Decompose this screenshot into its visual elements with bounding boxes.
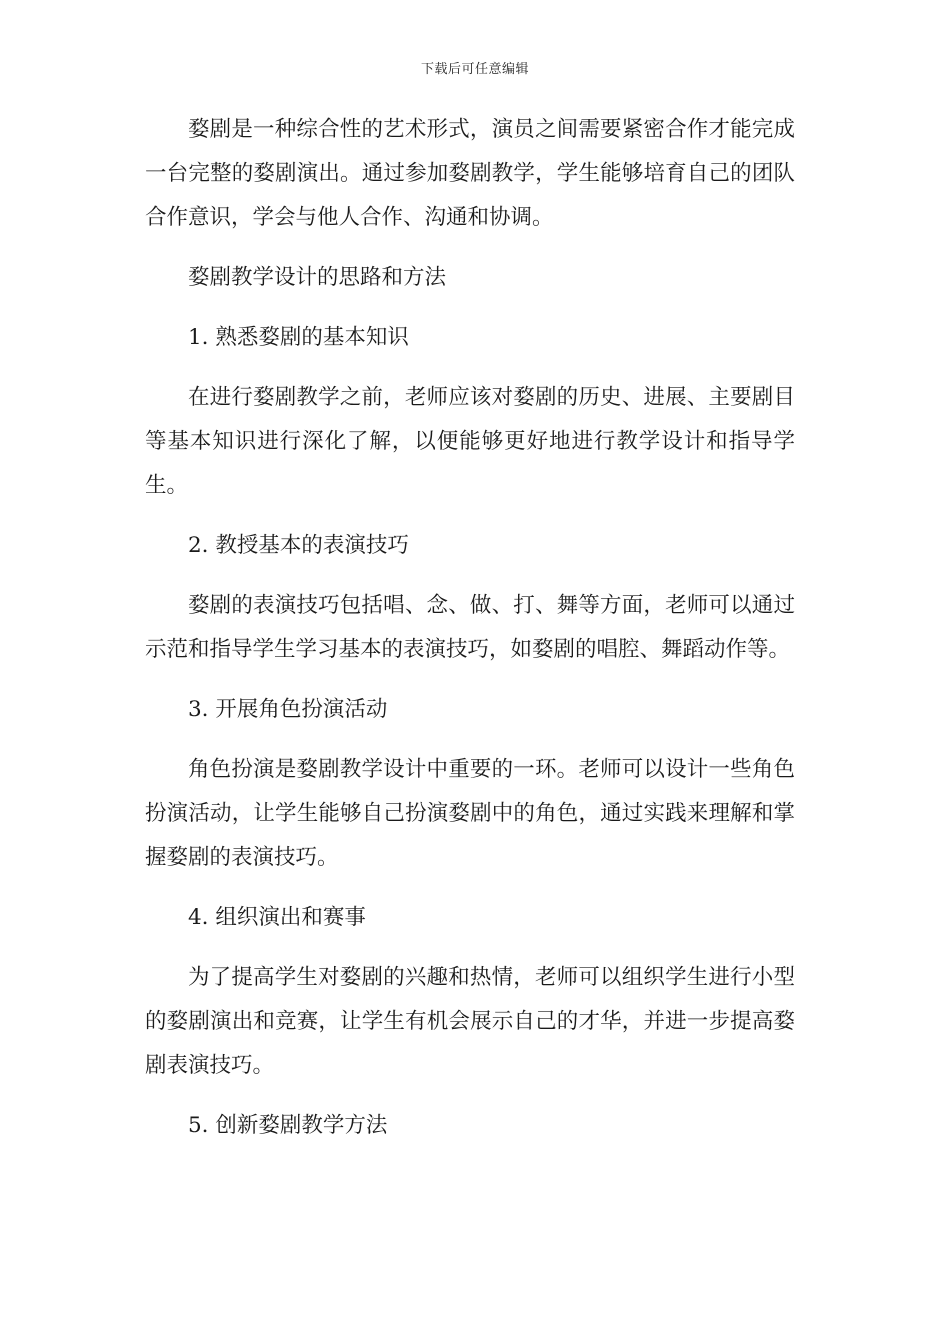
page-header: 下载后可任意编辑 [420,62,529,77]
list-heading-2: 2. 教授基本的表演技巧 [188,533,409,558]
list-heading-1: 1. 熟悉婺剧的基本知识 [188,325,409,350]
paragraph: 婺剧是一种综合性的艺术形式，演员之间需要紧密合作才能完成一台完整的婺剧演出。通过参加婺剧教学，学生能够培育自己的团队合作意识，学会与他人合作、沟通和协调。 [145,117,795,230]
document-body [145,108,795,1164]
list-heading-4: 4. 组织演出和赛事 [188,905,366,930]
paragraph: 在进行婺剧教学之前，老师应该对婺剧的历史、进展、主要剧目等基本知识进行深化了解，以便能够更好地进行教学设计和指导学生。 [145,385,795,498]
paragraph: 为了提高学生对婺剧的兴趣和热情，老师可以组织学生进行小型的婺剧演出和竞赛，让学生有机会展示自己的才华，并进一步提高婺剧表演技巧。 [145,965,795,1078]
list-heading-3: 3. 开展角色扮演活动 [188,697,388,722]
section-heading: 婺剧教学设计的思路和方法 [188,265,447,290]
paragraph: 角色扮演是婺剧教学设计中重要的一环。老师可以设计一些角色扮演活动，让学生能够自己扮演婺剧中的角色，通过实践来理解和掌握婺剧的表演技巧。 [145,757,795,870]
paragraph: 婺剧的表演技巧包括唱、念、做、打、舞等方面，老师可以通过示范和指导学生学习基本的表演技巧，如婺剧的唱腔、舞蹈动作等。 [145,593,795,662]
list-heading-5: 5. 创新婺剧教学方法 [188,1113,388,1138]
